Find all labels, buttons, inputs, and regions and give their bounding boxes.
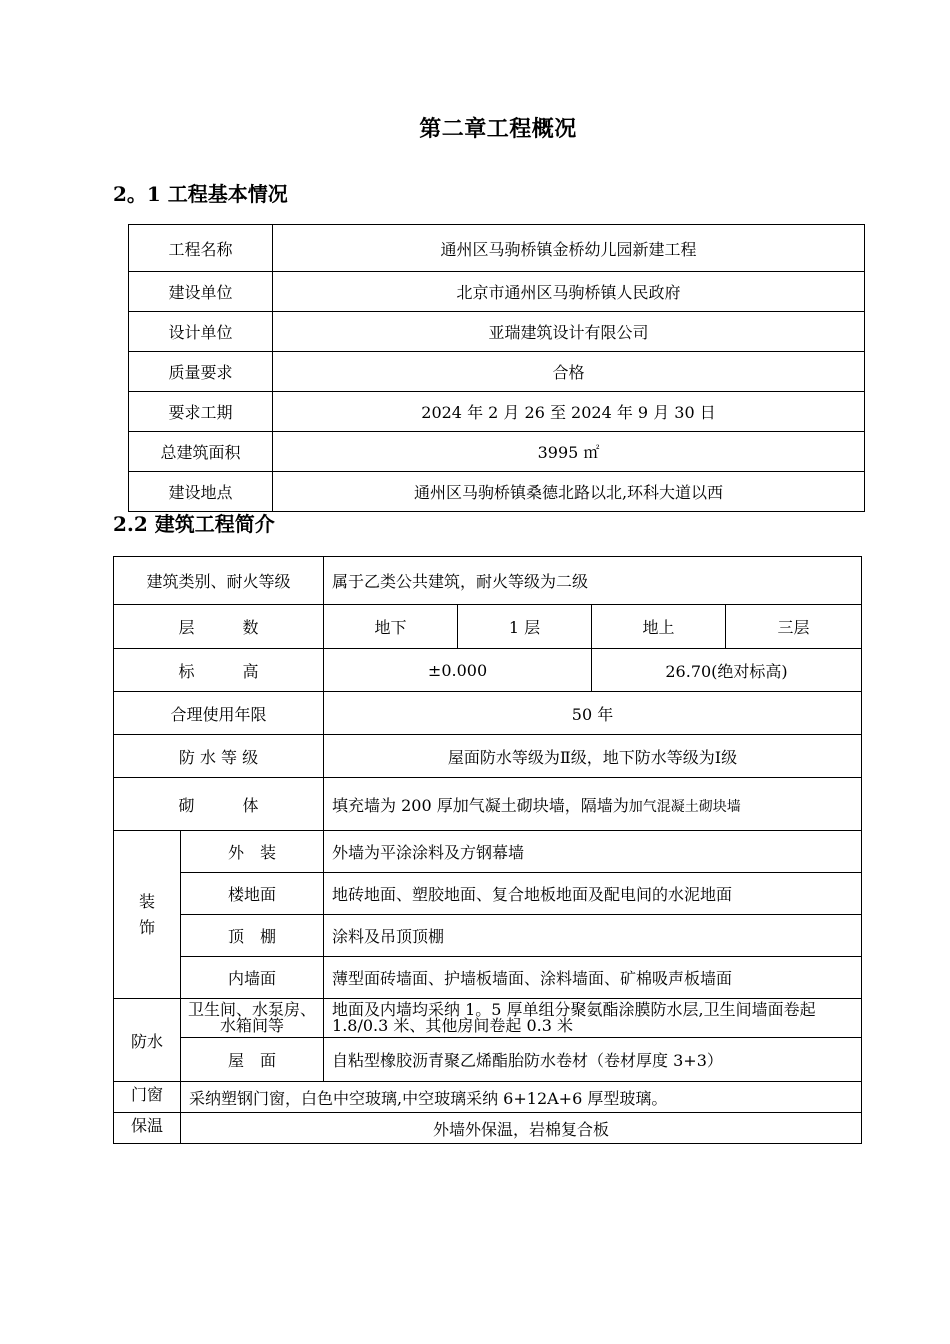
elevation-top: 26.70(绝对标高) (592, 649, 862, 692)
table-row (114, 557, 862, 605)
table-row (114, 605, 862, 649)
table-row (129, 432, 865, 472)
waterproofing-group-label: 防水 (114, 999, 181, 1082)
table-row (129, 392, 865, 432)
windows-label: 门窗 (114, 1082, 181, 1113)
insulation-value: 外墙外保温，岩棉复合板 (181, 1113, 862, 1144)
floors-below-label: 地下 (324, 605, 458, 649)
row-label: 设计单位 (129, 312, 273, 352)
table-row (114, 957, 862, 999)
windows-value: 采纳塑钢门窗，白色中空玻璃,中空玻璃采纳 6+12A+6 厚型玻璃。 (181, 1082, 862, 1113)
row-label: 质量要求 (129, 352, 273, 392)
table-row (114, 1038, 862, 1082)
decoration-item-label: 顶 棚 (181, 915, 324, 957)
table-row (129, 472, 865, 512)
waterproofing-item-label: 屋 面 (181, 1038, 324, 1082)
basic-info-table (128, 224, 865, 512)
table-row (114, 692, 862, 735)
service-life-value: 50 年 (324, 692, 862, 735)
table-row (114, 999, 862, 1038)
decoration-item-label: 外 装 (181, 831, 324, 873)
decoration-item-label: 楼地面 (181, 873, 324, 915)
waterproofing-item-value: 地面及内墙均采纳 1。5 厚单组分聚氨酯涂膜防水层,卫生间墙面卷起 1.8/0.3 米、其他房间卷起 0.3 米 (324, 999, 862, 1038)
row-value: 2024 年 2 月 26 至 2024 年 9 月 30 日 (273, 392, 865, 432)
insulation-label: 保温 (114, 1113, 181, 1144)
table-row (129, 312, 865, 352)
row-value: 通州区马驹桥镇桑德北路以北,环科大道以西 (273, 472, 865, 512)
row-label: 总建筑面积 (129, 432, 273, 472)
decoration-group-label: 装 饰 (114, 831, 181, 999)
table-row (114, 778, 862, 831)
chapter-title: 第二章工程概况 (419, 116, 577, 142)
table-row (129, 352, 865, 392)
floors-above-value: 三层 (726, 605, 862, 649)
row-label: 工程名称 (129, 225, 273, 272)
table-row (114, 915, 862, 957)
row-label: 建设地点 (129, 472, 273, 512)
waterproofing-item-label: 卫生间、水泵房、水箱间等 (181, 999, 324, 1038)
row-value: 亚瑞建筑设计有限公司 (273, 312, 865, 352)
elevation-zero: ±0.000 (324, 649, 592, 692)
floors-label: 层 数 (114, 605, 324, 649)
decoration-item-value: 外墙为平涂涂料及方钢幕墙 (324, 831, 862, 873)
elevation-label: 标 高 (114, 649, 324, 692)
waterproof-grade-label: 防 水 等 级 (114, 735, 324, 778)
category-label: 建筑类别、耐火等级 (114, 557, 324, 605)
row-label: 建设单位 (129, 272, 273, 312)
table-row (114, 735, 862, 778)
decoration-item-value: 涂料及吊顶顶棚 (324, 915, 862, 957)
masonry-label: 砌 体 (114, 778, 324, 831)
floors-above-label: 地上 (592, 605, 726, 649)
table-row (114, 873, 862, 915)
decoration-item-value: 薄型面砖墙面、护墙板墙面、涂料墙面、矿棉吸声板墙面 (324, 957, 862, 999)
row-value: 通州区马驹桥镇金桥幼儿园新建工程 (273, 225, 865, 272)
masonry-value-main: 填充墙为 200 厚加气凝土砌块墙，隔墙为 (332, 795, 629, 815)
row-value: 3995 ㎡ (273, 432, 865, 472)
waterproofing-item-value: 自粘型橡胶沥青聚乙烯酯胎防水卷材（卷材厚度 3+3） (324, 1038, 862, 1082)
service-life-label: 合理使用年限 (114, 692, 324, 735)
decoration-item-label: 内墙面 (181, 957, 324, 999)
masonry-value-small: 加气混凝土砌块墙 (628, 798, 741, 815)
table-row (114, 649, 862, 692)
decoration-item-value: 地砖地面、塑胶地面、复合地板地面及配电间的水泥地面 (324, 873, 862, 915)
table-row (129, 225, 865, 272)
building-info-table (113, 556, 862, 1144)
section-title-building: 2.2 建筑工程简介 (113, 512, 275, 536)
row-value: 北京市通州区马驹桥镇人民政府 (273, 272, 865, 312)
category-value: 属于乙类公共建筑，耐火等级为二级 (324, 557, 862, 605)
waterproof-grade-value: 屋面防水等级为Ⅱ级，地下防水等级为Ⅰ级 (324, 735, 862, 778)
floors-below-value: 1 层 (458, 605, 592, 649)
table-row (114, 1082, 862, 1113)
table-row (114, 1113, 862, 1144)
table-row (129, 272, 865, 312)
masonry-value (324, 778, 862, 831)
table-row (114, 831, 862, 873)
row-value: 合格 (273, 352, 865, 392)
row-label: 要求工期 (129, 392, 273, 432)
section-title-basic: 2。1 工程基本情况 (113, 182, 288, 206)
